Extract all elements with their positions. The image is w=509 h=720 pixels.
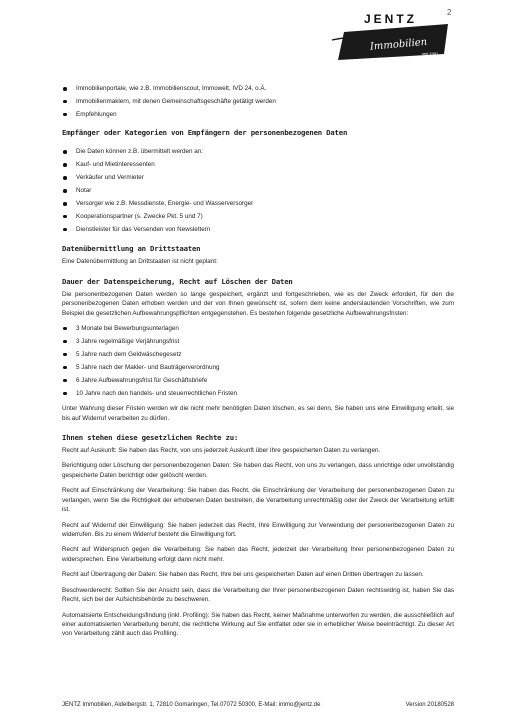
retention-periods-list xyxy=(62,324,454,398)
list-item: Kauf- und Mietinteressenten xyxy=(62,160,454,169)
right-information: Recht auf Auskunft: Sie haben das Recht, von uns jederzeit Auskunft über Ihre gespeicherten Daten zu verlangen. xyxy=(62,446,381,454)
right-restriction: Recht auf Einschränkung der Verarbeitung: Sie haben das Recht, die Einschränkung der Verarbeitung der personenbezogenen Daten zu verlangen, wenn Sie die Richtigkeit der erhobenen Daten bestreiten, die Verarbeitung unrechtmäßig oder der Zweck der Verarbeitung erfüllt ist. xyxy=(62,487,454,514)
section-heading-recipients: Empfänger oder Kategorien von Empfängern der personenbezogenen Daten xyxy=(62,128,348,138)
list-item: 3 Jahre regelmäßige Verjährungsfrist xyxy=(62,337,454,346)
list-item: 3 Monate bei Bewerbungsunterlagen xyxy=(62,324,454,333)
right-portability: Recht auf Übertragung der Daten: Sie haben das Recht, Ihre bei uns gespeicherten Daten auf einen Dritten übertragen zu lassen. xyxy=(62,571,424,579)
list-item: Notar xyxy=(62,186,454,195)
list-item: Empfehlungen xyxy=(62,110,454,119)
retention-text: Die personenbezogenen Daten werden so lange gespeichert, ergänzt und fortgeschrieben, wie es der Zweck erfordert, für den die personenbezogenen Daten erhoben werden und der von Ihnen gewünscht ist, sofern dem keine anderslautenden Vorschriften, wie zum Beispiel die gesetzlichen Aufbewahrungspflichten entgegenstehen. Es bestehen folgende gesetzliche Aufbewahrungsfristen: xyxy=(62,290,454,317)
recipients-list xyxy=(62,147,454,234)
right-withdrawal: Recht auf Widerruf der Einwilligung: Sie haben jederzeit das Recht, Ihre Einwilligung zur Verwendung der personenbezogenen Daten zu widerrufen. Bis zu einem Widerruf besteht die Einwilligung fort. xyxy=(62,521,454,538)
right-objection: Recht auf Widerspruch gegen die Verarbeitung: Sie haben das Recht, jederzeit der Verarbeitung Ihrer personenbezogenen Daten zu widersprechen. Eine Verarbeitung erfolgt dann nicht mehr. xyxy=(62,546,454,563)
footer-address: JENTZ Immobilien, Aidelbergstr. 1, 72810 Gomaringen, Tel.07072 50300, E-Mail: immo@jentz.de xyxy=(62,702,321,708)
third-countries-text: Eine Datenübermittlung an Drittstaaten ist nicht geplant: xyxy=(62,258,218,266)
svg-text:JENTZ: JENTZ xyxy=(364,12,418,26)
intro-list xyxy=(62,84,454,119)
list-item: Kooperationspartner (s. Zwecke Pkt. 5 und 7) xyxy=(62,212,454,221)
list-item: 5 Jahre nach dem Geldwäschegesetz xyxy=(62,350,454,359)
right-automated-decision: Automatisierte Entscheidungsfindung (inkl. Profiling): Sie haben das Recht, keiner Maßnahme unterworfen zu werden, die ausschließlich auf einer automatisierten Verarbeitung beruht, die rechtliche Wirkung auf Sie entfaltet oder sie in erheblicher Weise beeinträchtigt. Zu dieser Art von Verarbeitung zählt auch das Profiling. xyxy=(62,611,454,638)
jentz-immobilien-logo xyxy=(330,12,450,64)
right-correction: Berichtigung oder Löschung der personenbezogenen Daten: Sie haben das Recht, von uns zu verlangen, dass unrichtige oder unvollständig gespeicherte Daten berichtigt oder gelöscht werden. xyxy=(62,462,454,479)
list-item: 6 Jahre Aufbewahrungsfrist für Geschäftsbriefe xyxy=(62,376,454,385)
section-heading-retention: Dauer der Datenspeicherung, Recht auf Löschen der Daten xyxy=(62,276,293,286)
section-heading-third-countries: Datenübermittlung an Drittstaaten xyxy=(62,244,201,254)
retention-after-text: Unter Wahrung dieser Fristen werden wir die nicht mehr benötigten Daten löschen, es sei denn, Sie haben uns eine Einwilligung erteilt, sie bis auf Widerruf verarbeiten zu dürfen. xyxy=(62,405,454,422)
footer-version: Version 20180528 xyxy=(405,702,454,708)
page-number: 2 xyxy=(447,8,452,17)
list-item: Dienstleister für das Versenden von Newslettern xyxy=(62,225,454,234)
svg-text:seit 1981: seit 1981 xyxy=(422,51,439,56)
list-item: Immobilienportale, wie z.B. Immobilienscout, Immowelt, IVD 24, o.Ä. xyxy=(62,84,454,93)
svg-text:Immobilien: Immobilien xyxy=(369,36,428,53)
section-heading-rights: Ihnen stehen diese gesetzlichen Rechte zu: xyxy=(62,432,239,442)
document-body xyxy=(62,84,454,645)
list-item: 10 Jahre nach den handels- und steuerrechtlichen Fristen xyxy=(62,389,454,398)
page-footer xyxy=(62,702,454,708)
list-item: Die Daten können z.B. übermittelt werden an: xyxy=(62,147,454,156)
list-item: 5 Jahre nach der Makler- und Bauträgerverordnung xyxy=(62,363,454,372)
list-item: Versorger wie z.B. Messdienste, Energie- und Wasserversorger xyxy=(62,199,454,208)
right-complaint: Beschwerderecht: Sollten Sie der Ansicht sein, dass die Verarbeitung der Ihrer personenbezogenen Daten rechtswidrig ist, haben Sie das Recht, sich bei der Aufsichtsbehörde zu beschweren. xyxy=(62,586,454,604)
list-item: Immobilienmaklern, mit denen Gemeinschaftsgeschäfte getätigt werden xyxy=(62,97,454,106)
list-item: Verkäufer und Vermieter xyxy=(62,173,454,182)
